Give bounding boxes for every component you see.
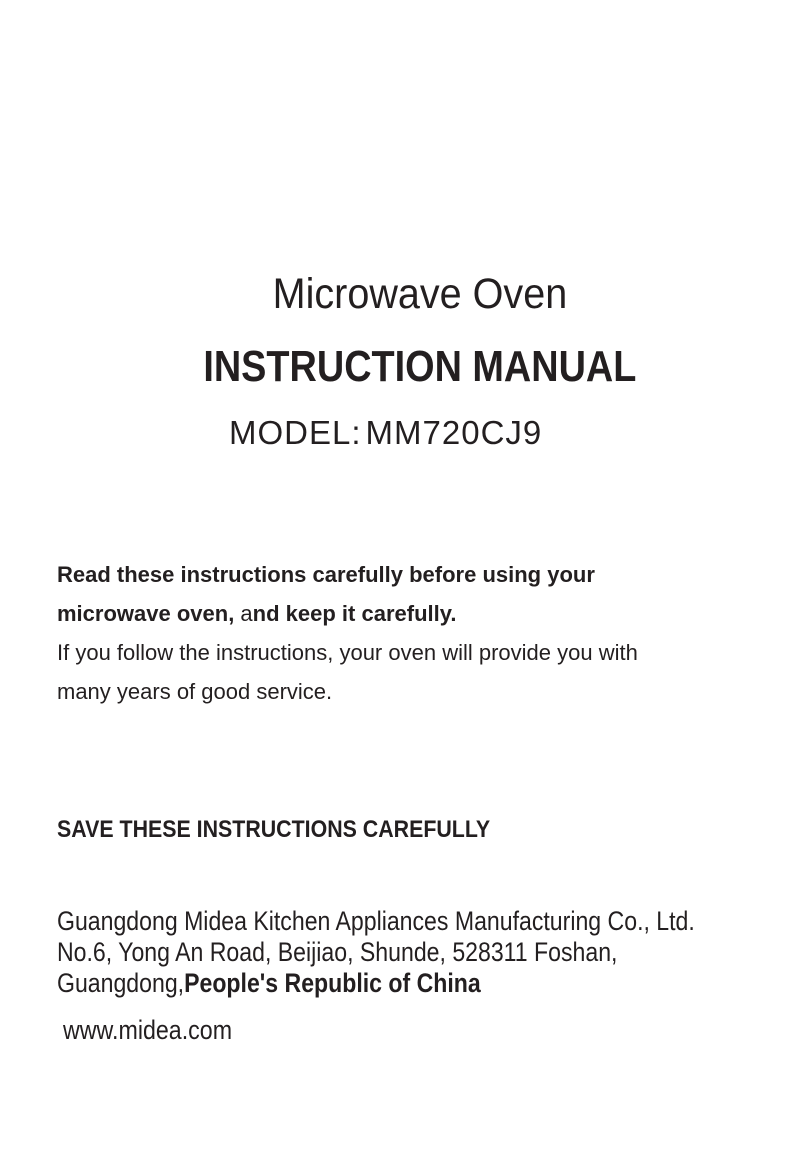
website-link[interactable]: www.midea.com [63, 1015, 233, 1045]
intro-bold-line-2 [57, 594, 777, 633]
intro-bold-line-1: Read these instructions carefully before using your [57, 562, 595, 587]
intro-bold-line-2c: nd keep it carefully. [252, 601, 457, 626]
product-name: Microwave Oven [272, 270, 568, 318]
manufacturer-line-1: Guangdong Midea Kitchen Appliances Manufacturing Co., Ltd. [57, 906, 695, 936]
manufacturer-country: People's Republic of China [184, 968, 481, 998]
model-line [229, 412, 542, 454]
intro-regular-line-2: many years of good service. [57, 679, 333, 704]
manufacturer-line-2: No.6, Yong An Road, Beijiao, Shunde, 528311 Foshan, [57, 937, 618, 967]
model-number: MM720CJ9 [365, 414, 543, 451]
model-label: MODEL: [229, 414, 362, 451]
manufacturer-line-3-prefix: Guangdong, [57, 968, 185, 998]
intro-bold-line-2a: microwave oven, [57, 601, 235, 626]
intro-bold-line-2b: a [234, 601, 253, 626]
intro-paragraph [57, 555, 777, 711]
manual-title: INSTRUCTION MANUAL [203, 342, 637, 391]
manufacturer-line-3 [57, 968, 707, 999]
manufacturer-address [57, 906, 707, 999]
intro-regular-line-1: If you follow the instructions, your oven will provide you with [57, 640, 638, 665]
save-instructions-heading: SAVE THESE INSTRUCTIONS CAREFULLY [57, 816, 491, 843]
